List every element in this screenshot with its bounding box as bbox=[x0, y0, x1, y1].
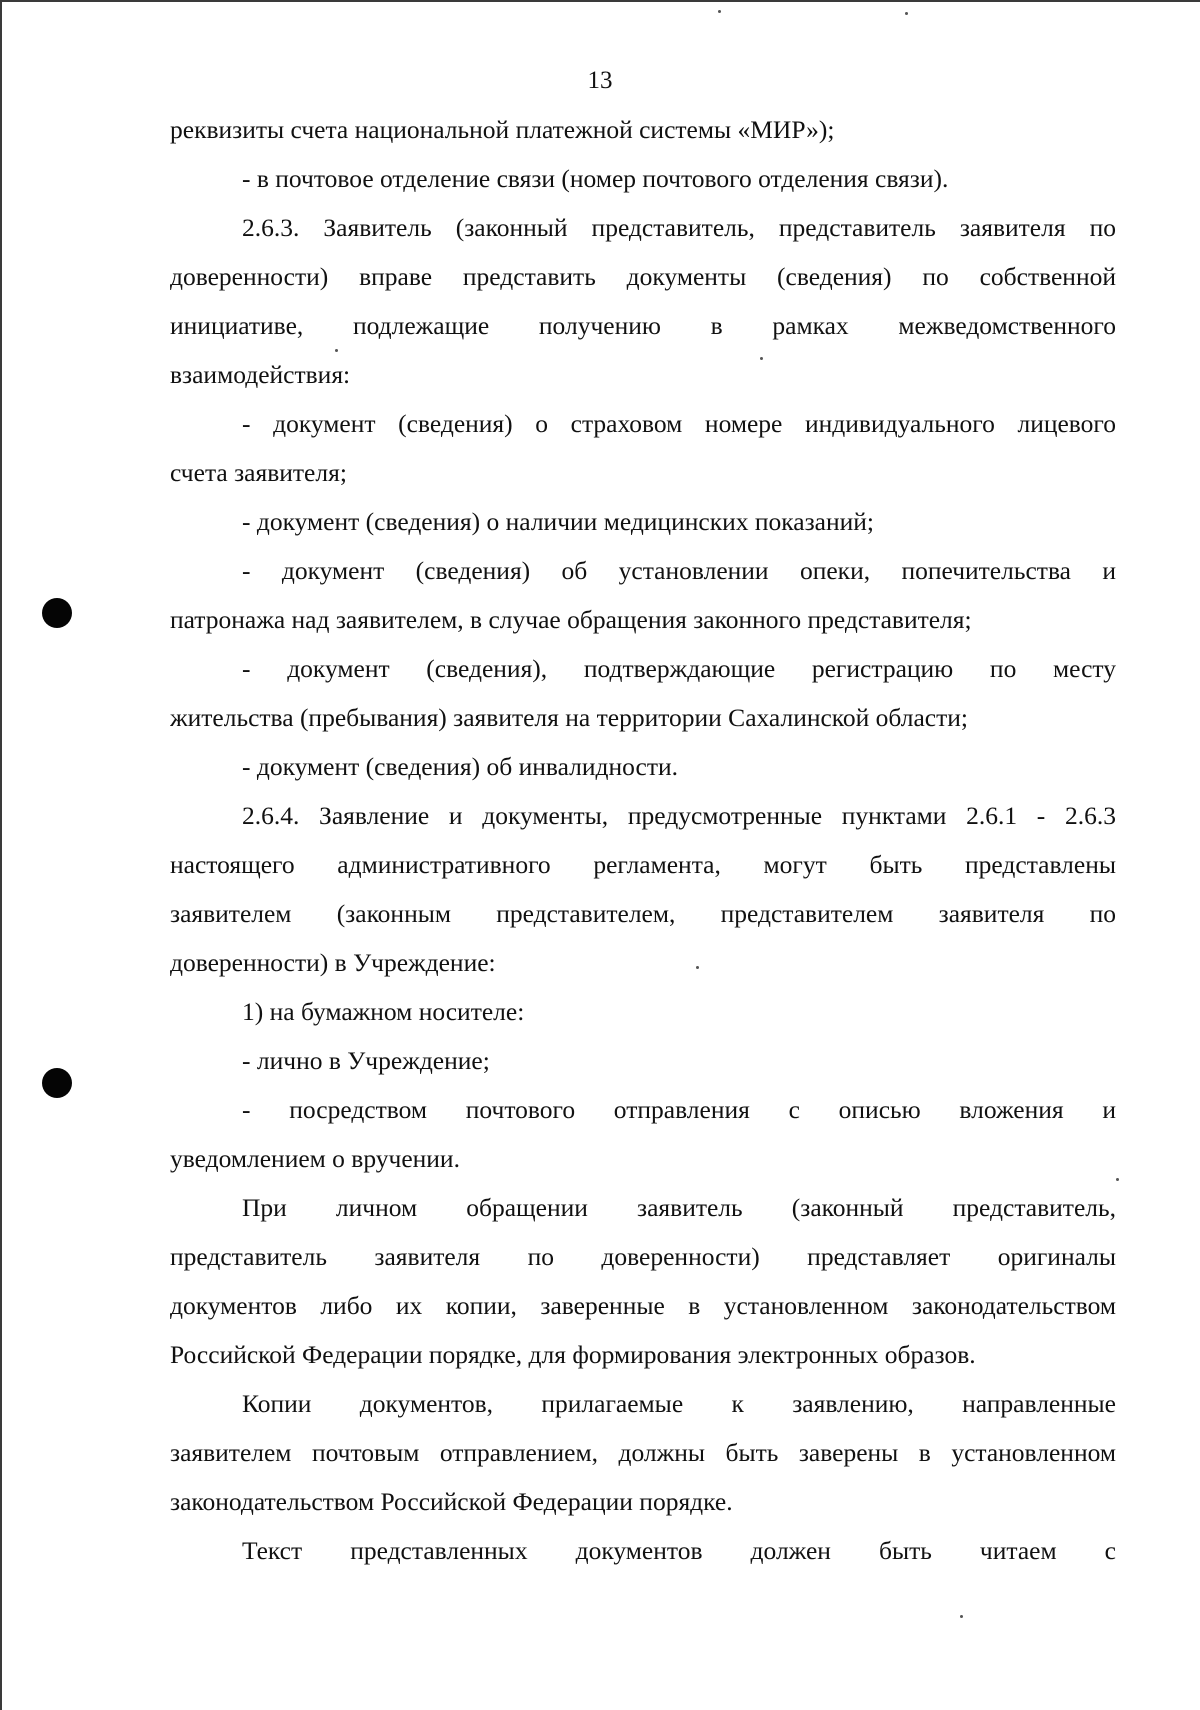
text-line: документов либо их копии, заверенные в установленном законодательством bbox=[170, 1291, 1116, 1320]
text-line: жительства (пребывания) заявителя на территории Сахалинской области; bbox=[170, 703, 968, 732]
scan-edge-top bbox=[0, 0, 1200, 2]
text-line: 2.6.3. Заявитель (законный представитель, представитель заявителя по bbox=[242, 213, 1116, 242]
scan-speck bbox=[1116, 1178, 1119, 1181]
text-line: законодательством Российской Федерации порядке. bbox=[170, 1487, 733, 1516]
text-line: - документ (сведения) о страховом номере индивидуального лицевого bbox=[242, 409, 1116, 438]
text-line: 1) на бумажном носителе: bbox=[242, 997, 525, 1026]
text-line: заявителем почтовым отправлением, должны быть заверены в установленном bbox=[170, 1438, 1116, 1467]
scan-speck bbox=[960, 1615, 963, 1618]
text-line: представитель заявителя по доверенности) представляет оригиналы bbox=[170, 1242, 1116, 1271]
text-line: инициативе, подлежащие получению в рамках межведомственного bbox=[170, 311, 1116, 340]
text-line: 2.6.4. Заявление и документы, предусмотренные пунктами 2.6.1 - 2.6.3 bbox=[242, 801, 1116, 830]
text-line: Российской Федерации порядке, для формирования электронных образов. bbox=[170, 1340, 976, 1369]
punch-hole-mark bbox=[42, 1068, 72, 1098]
text-line: - документ (сведения) об инвалидности. bbox=[242, 752, 679, 781]
page-number: 13 bbox=[587, 67, 613, 94]
text-line: счета заявителя; bbox=[170, 458, 347, 487]
text-line: доверенности) в Учреждение: bbox=[170, 948, 496, 977]
text-line: Текст представленных документов должен быть читаем с bbox=[242, 1536, 1116, 1565]
text-line: патронажа над заявителем, в случае обращения законного представителя; bbox=[170, 605, 972, 634]
text-line: - документ (сведения) об установлении опеки, попечительства и bbox=[242, 556, 1116, 585]
text-line: уведомлением о вручении. bbox=[170, 1144, 460, 1173]
text-line: - документ (сведения), подтверждающие регистрацию по месту bbox=[242, 654, 1116, 683]
scan-speck bbox=[905, 12, 908, 15]
text-line: взаимодействия: bbox=[170, 360, 351, 389]
text-line: настоящего административного регламента, могут быть представлены bbox=[170, 850, 1116, 879]
text-line: доверенности) вправе представить документы (сведения) по собственной bbox=[170, 262, 1116, 291]
scan-edge-left bbox=[0, 0, 2, 1710]
text-line: Копии документов, прилагаемые к заявлению, направленные bbox=[242, 1389, 1116, 1418]
body-text bbox=[170, 105, 1116, 1575]
text-line: заявителем (законным представителем, представителем заявителя по bbox=[170, 899, 1116, 928]
text-line: - лично в Учреждение; bbox=[242, 1046, 490, 1075]
text-line: - посредством почтового отправления с описью вложения и bbox=[242, 1095, 1116, 1124]
punch-hole-mark bbox=[42, 598, 72, 628]
text-line: реквизиты счета национальной платежной системы «МИР»); bbox=[170, 115, 835, 144]
text-line: - документ (сведения) о наличии медицинских показаний; bbox=[242, 507, 874, 536]
scan-speck bbox=[718, 10, 721, 13]
text-line: При личном обращении заявитель (законный представитель, bbox=[242, 1193, 1116, 1222]
text-line: - в почтовое отделение связи (номер почтового отделения связи). bbox=[242, 164, 949, 193]
